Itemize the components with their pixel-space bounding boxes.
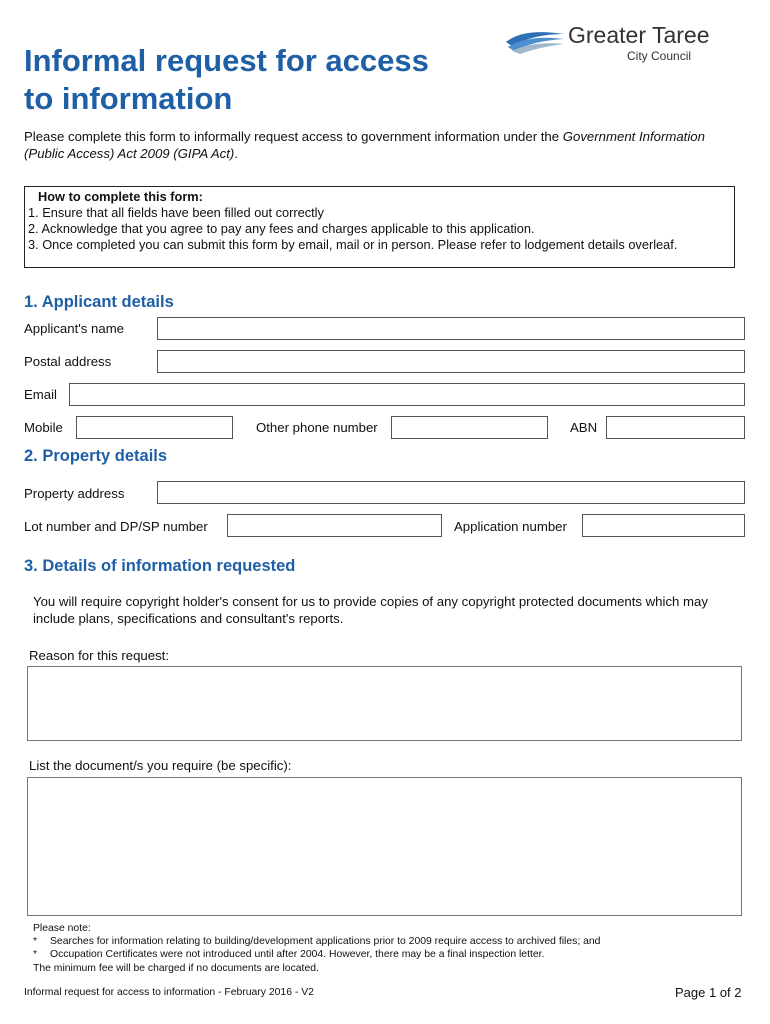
abn-input[interactable] [606,416,745,439]
council-logo-icon [504,28,566,54]
intro-end: . [234,146,238,161]
abn-label: ABN [570,420,598,435]
note-heading: Please note: [33,923,91,934]
intro-text: Please complete this form to informally request access to government information under the [24,129,563,144]
application-number-input[interactable] [582,514,745,537]
postal-address-input[interactable] [157,350,745,373]
section-heading-information: 3. Details of information requested [24,557,296,575]
mobile-label: Mobile [24,420,63,435]
documents-label: List the document/s you require (be specific): [29,758,292,773]
property-address-input[interactable] [157,481,745,504]
page-title [24,42,494,118]
instruction-item: 3. Once completed you can submit this form by email, mail or in person. Please refer to lodgement details overleaf. [28,237,678,252]
note-min-fee: The minimum fee will be charged if no documents are located. [33,962,319,974]
note-bullet-text: Searches for information relating to building/development applications prior to 2009 require access to archived files; and [50,936,601,948]
footer-doc-reference: Informal request for access to information - February 2016 - V2 [24,987,314,998]
lot-number-input[interactable] [227,514,442,537]
applicant-name-input[interactable] [157,317,745,340]
email-label: Email [24,387,57,402]
instructions-heading: How to complete this form: [38,189,203,204]
title-line-1: Informal request for access [24,43,429,78]
copyright-note: You will require copyright holder's consent for us to provide copies of any copyright protected documents which may include plans, specifications and consultant's reports. [33,594,708,626]
instruction-item: 1. Ensure that all fields have been filled out correctly [28,205,324,220]
applicant-name-label: Applicant's name [24,321,125,336]
reason-textarea[interactable] [27,666,742,741]
note-bullet-text: Occupation Certificates were not introduced until after 2004. However, there may be a final inspection letter. [50,949,545,961]
mobile-input[interactable] [76,416,233,439]
property-address-label: Property address [24,486,125,501]
bullet-marker: * [33,949,38,961]
please-note-block [33,922,745,975]
other-phone-label: Other phone number [256,420,378,435]
intro-paragraph [24,128,724,162]
application-number-label: Application number [454,519,567,534]
section-heading-applicant: 1. Applicant details [24,293,174,311]
logo-subtitle: City Council [627,49,692,63]
reason-label: Reason for this request: [29,648,170,663]
intro-act-name: Government Information (Public Access) Act 2009 (GIPA Act) [24,129,705,161]
lot-number-label: Lot number and DP/SP number [24,519,208,534]
bullet-marker: * [33,936,38,948]
instructions-box [24,186,735,268]
page-number: Page 1 of 2 [675,985,742,1000]
note-bullet-item [33,948,745,961]
instruction-item: 2. Acknowledge that you agree to pay any fees and charges applicable to this application. [28,221,535,236]
postal-address-label: Postal address [24,354,112,369]
email-input[interactable] [69,383,745,406]
documents-textarea[interactable] [27,777,742,916]
section-heading-property: 2. Property details [24,447,168,465]
other-phone-input[interactable] [391,416,548,439]
title-line-2: to information [24,81,233,116]
logo-wordmark: Greater Taree [568,22,710,48]
note-bullet-item [33,935,745,948]
